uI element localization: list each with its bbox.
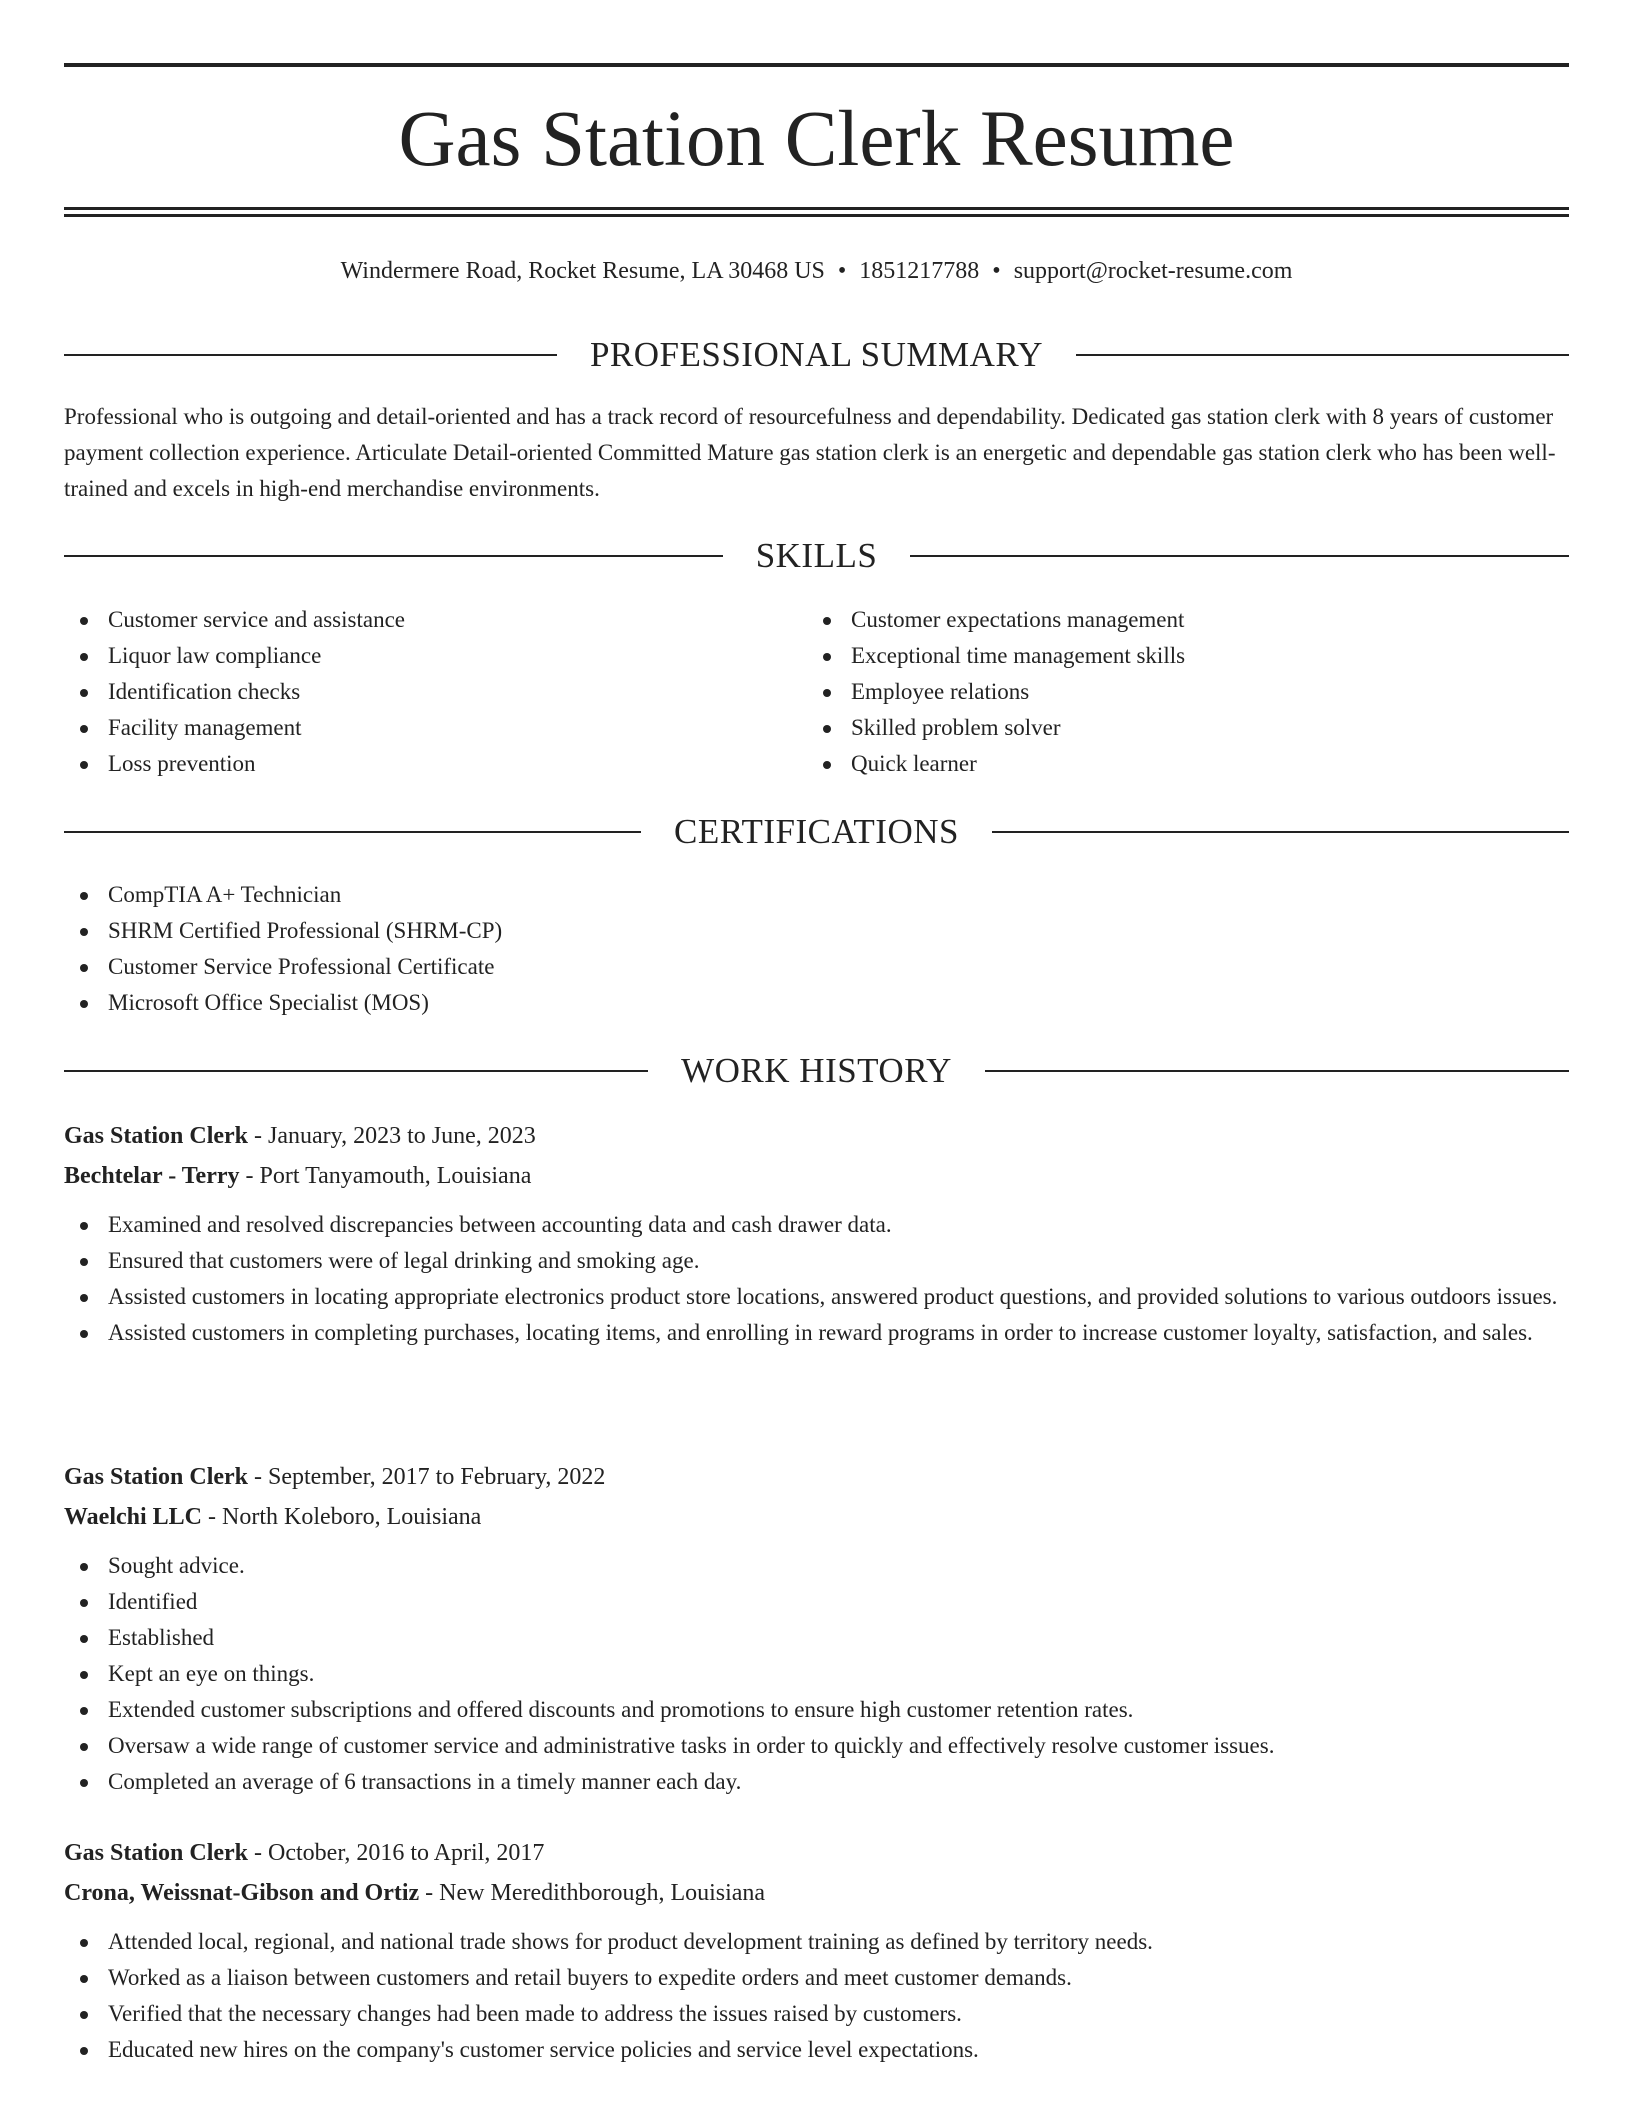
job-dates: - September, 2017 to February, 2022 bbox=[248, 1464, 606, 1490]
job-location: - New Meredithborough, Louisiana bbox=[419, 1880, 766, 1906]
skill-item: Liquor law compliance bbox=[64, 638, 804, 674]
resume-title: Gas Station Clerk Resume bbox=[398, 96, 1235, 183]
job-dates: - January, 2023 to June, 2023 bbox=[248, 1123, 536, 1149]
section-header-certifications bbox=[64, 810, 1569, 854]
title-double-rule bbox=[64, 207, 1569, 217]
skills-list-left bbox=[64, 602, 804, 782]
section-header-summary bbox=[64, 333, 1569, 377]
section-rule bbox=[64, 354, 557, 356]
job-duty-item: Ensured that customers were of legal drinking and smoking age. bbox=[64, 1243, 1569, 1279]
certification-item: Customer Service Professional Certificate bbox=[64, 949, 1569, 985]
job-employer-line bbox=[64, 1873, 1569, 1913]
job-duty-item: Identified bbox=[64, 1584, 1569, 1620]
contact-email: support@rocket-resume.com bbox=[1013, 258, 1293, 284]
section-title-skills: SKILLS bbox=[755, 536, 878, 575]
section-rule bbox=[985, 1070, 1569, 1072]
section-title-summary: PROFESSIONAL SUMMARY bbox=[589, 335, 1044, 374]
skills-list-right bbox=[807, 602, 1567, 782]
skill-item: Skilled problem solver bbox=[807, 710, 1567, 746]
certification-item: SHRM Certified Professional (SHRM-CP) bbox=[64, 913, 1569, 949]
job-duty-item: Educated new hires on the company's customer service policies and service level expectations. bbox=[64, 2032, 1569, 2068]
job-duties-list bbox=[64, 1548, 1569, 1800]
job-title-line bbox=[64, 1116, 1569, 1156]
summary-text: Professional who is outgoing and detail-oriented and has a track record of resourcefulness and dependability. Dedicated gas station clerk with 8 years of customer payment collection experience. Articulate Detail-oriented Committed Mature gas station clerk is an energetic and dependable gas station clerk who has been well-trained and excels in high-end merchandise environments. bbox=[64, 404, 1556, 501]
job-employer: Crona, Weissnat-Gibson and Ortiz bbox=[64, 1880, 420, 1906]
contact-line bbox=[64, 255, 1569, 287]
top-rule bbox=[64, 63, 1569, 67]
job-employer-line bbox=[64, 1156, 1569, 1196]
job-entry bbox=[64, 1833, 1569, 2068]
job-title: Gas Station Clerk bbox=[64, 1464, 249, 1490]
section-rule bbox=[910, 555, 1569, 557]
contact-address: Windermere Road, Rocket Resume, LA 30468 US bbox=[340, 258, 825, 284]
job-title: Gas Station Clerk bbox=[64, 1840, 249, 1866]
section-rule bbox=[64, 831, 641, 833]
job-entry bbox=[64, 1116, 1569, 1351]
section-header-work-history bbox=[64, 1049, 1569, 1093]
section-title-certifications: CERTIFICATIONS bbox=[674, 812, 959, 851]
job-duties-list bbox=[64, 1924, 1569, 2068]
job-duties-list bbox=[64, 1207, 1569, 1351]
section-header-skills bbox=[64, 534, 1569, 578]
job-duty-item: Completed an average of 6 transactions in a timely manner each day. bbox=[64, 1764, 1569, 1800]
contact-separator: • bbox=[992, 258, 1001, 284]
job-employer: Bechtelar - Terry bbox=[64, 1163, 240, 1189]
job-title-line bbox=[64, 1457, 1569, 1497]
skill-item: Facility management bbox=[64, 710, 804, 746]
job-duty-item: Sought advice. bbox=[64, 1548, 1569, 1584]
certification-item: CompTIA A+ Technician bbox=[64, 877, 1569, 913]
job-duty-item: Assisted customers in locating appropriate electronics product store locations, answered product questions, and provided solutions to various outdoors issues. bbox=[64, 1279, 1569, 1315]
skill-item: Employee relations bbox=[807, 674, 1567, 710]
job-location: - North Koleboro, Louisiana bbox=[202, 1504, 482, 1530]
job-title-line bbox=[64, 1833, 1569, 1873]
job-employer-line bbox=[64, 1497, 1569, 1537]
skill-item: Customer expectations management bbox=[807, 602, 1567, 638]
certifications-list bbox=[64, 877, 1569, 1021]
job-title: Gas Station Clerk bbox=[64, 1123, 249, 1149]
job-duty-item: Attended local, regional, and national trade shows for product development training as defined by territory needs. bbox=[64, 1924, 1569, 1960]
section-rule bbox=[1076, 354, 1569, 356]
certification-item: Microsoft Office Specialist (MOS) bbox=[64, 985, 1569, 1021]
skill-item: Identification checks bbox=[64, 674, 804, 710]
job-entry bbox=[64, 1457, 1569, 1800]
job-duty-item: Verified that the necessary changes had been made to address the issues raised by customers. bbox=[64, 1996, 1569, 2032]
skill-item: Quick learner bbox=[807, 746, 1567, 782]
section-rule bbox=[64, 1070, 648, 1072]
contact-phone: 1851217788 bbox=[859, 258, 980, 284]
job-duty-item: Established bbox=[64, 1620, 1569, 1656]
job-location: - Port Tanyamouth, Louisiana bbox=[239, 1163, 532, 1189]
job-employer: Waelchi LLC bbox=[64, 1504, 203, 1530]
job-duty-item: Kept an eye on things. bbox=[64, 1656, 1569, 1692]
skill-item: Exceptional time management skills bbox=[807, 638, 1567, 674]
job-duty-item: Assisted customers in completing purchases, locating items, and enrolling in reward programs in order to increase customer loyalty, satisfaction, and sales. bbox=[64, 1315, 1569, 1351]
section-rule bbox=[992, 831, 1569, 833]
job-dates: - October, 2016 to April, 2017 bbox=[248, 1840, 545, 1866]
section-rule bbox=[64, 555, 723, 557]
job-duty-item: Examined and resolved discrepancies between accounting data and cash drawer data. bbox=[64, 1207, 1569, 1243]
job-duty-item: Worked as a liaison between customers and retail buyers to expedite orders and meet customer demands. bbox=[64, 1960, 1569, 1996]
skill-item: Customer service and assistance bbox=[64, 602, 804, 638]
skill-item: Loss prevention bbox=[64, 746, 804, 782]
section-title-work-history: WORK HISTORY bbox=[681, 1051, 952, 1090]
contact-separator: • bbox=[837, 258, 847, 284]
job-duty-item: Oversaw a wide range of customer service and administrative tasks in order to quickly and effectively resolve customer issues. bbox=[64, 1728, 1569, 1764]
job-duty-item: Extended customer subscriptions and offered discounts and promotions to ensure high customer retention rates. bbox=[64, 1692, 1569, 1728]
